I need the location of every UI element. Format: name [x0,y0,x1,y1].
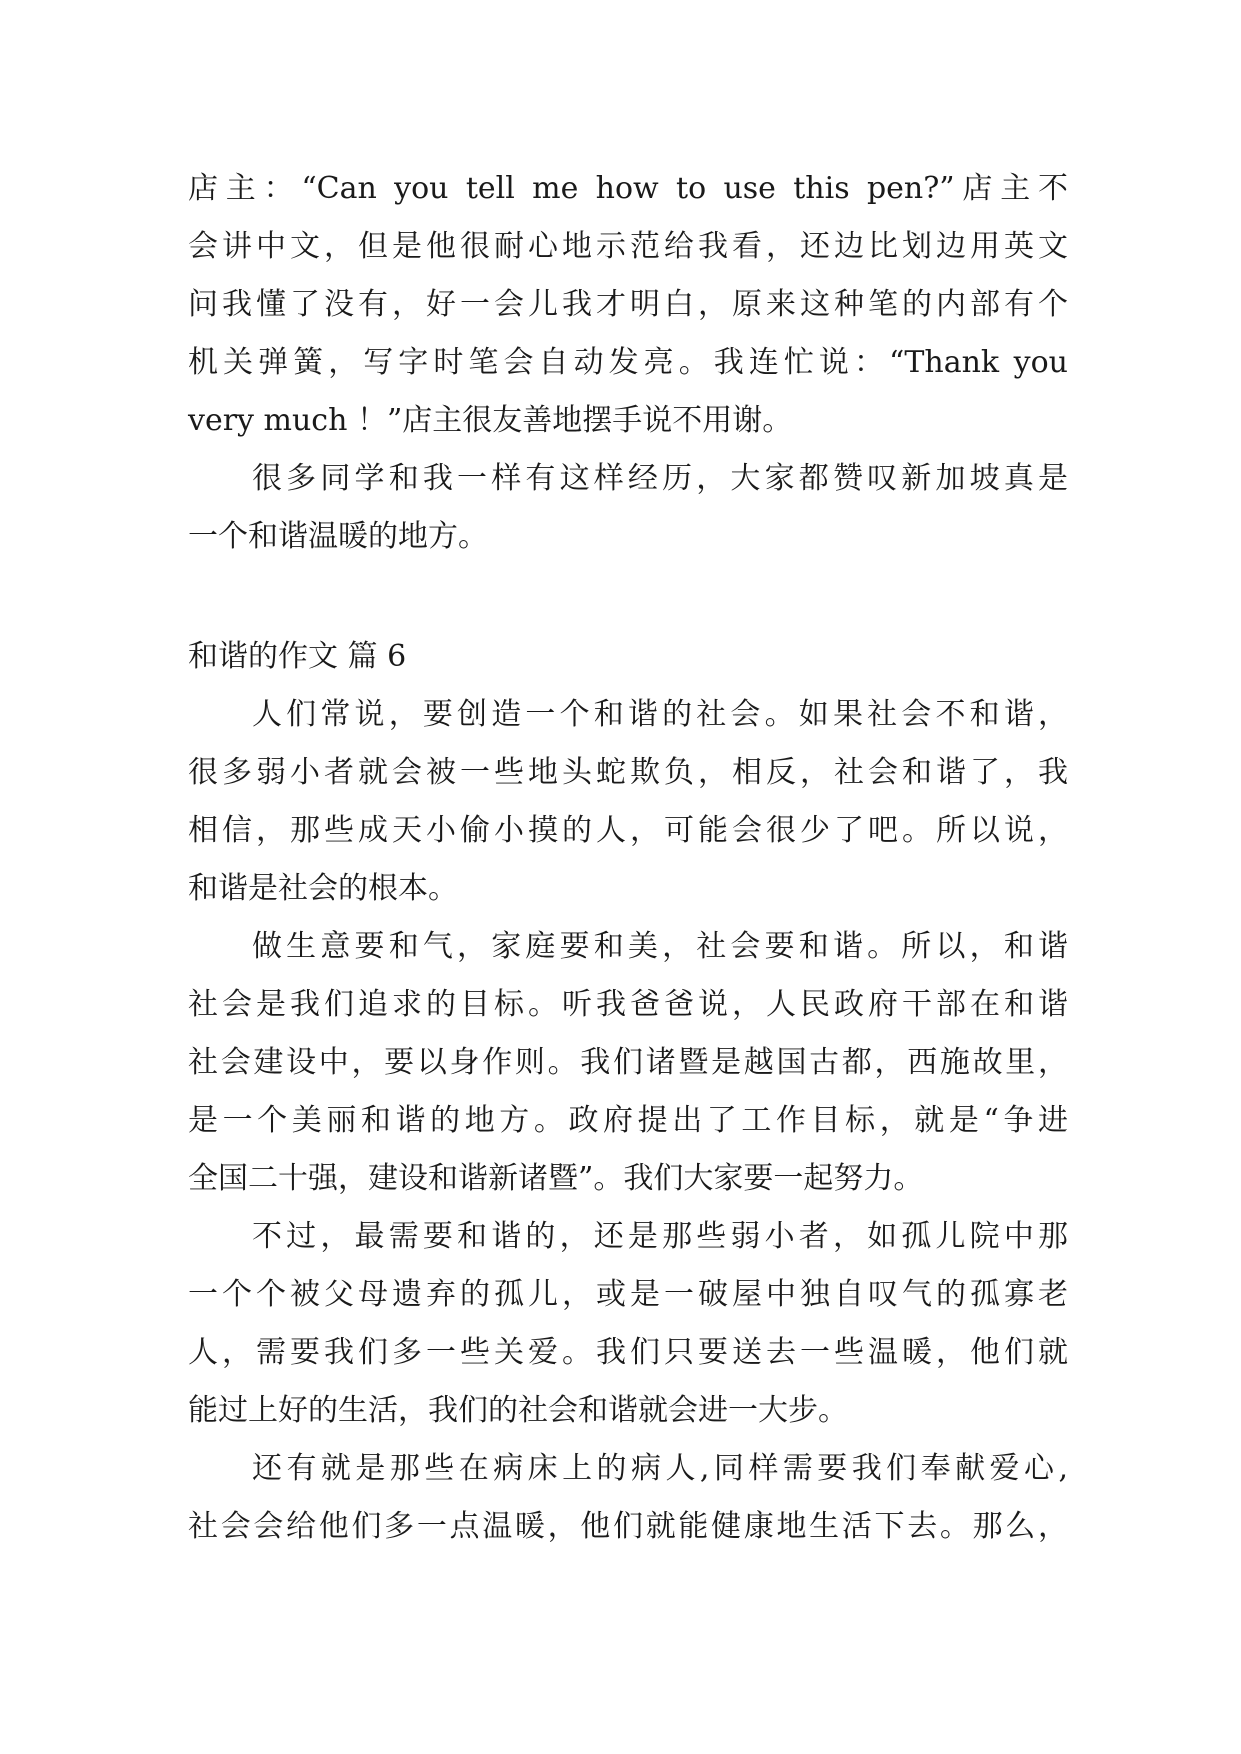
text-line: 社会是我们追求的目标。听我爸爸说，人民政府干部在和谐 [188,987,1068,1022]
paragraph [188,1440,1068,1556]
text-line: 人，需要我们多一些关爱。我们只要送去一些温暖，他们就 [188,1335,1068,1370]
text-line: 能过上好的生活，我们的社会和谐就会进一大步。 [188,1393,848,1428]
text-line: 相信，那些成天小偷小摸的人，可能会很少了吧。所以说， [188,813,1068,848]
text-line: 和谐是社会的根本。 [188,871,458,906]
paragraph [188,1208,1068,1440]
text-line: 很多弱小者就会被一些地头蛇欺负，相反，社会和谐了，我 [188,755,1068,790]
text-line: 还有就是那些在病床上的病人,同样需要我们奉献爱心, [252,1451,1068,1486]
section-spacer [188,566,1068,628]
text-line: 人们常说，要创造一个和谐的社会。如果社会不和谐， [252,697,1068,732]
text-line: 一个和谐温暖的地方。 [188,519,488,554]
text-line: 很多同学和我一样有这样经历，大家都赞叹新加坡真是 [252,461,1068,496]
text-line: 一个个被父母遗弃的孤儿，或是一破屋中独自叹气的孤寡老 [188,1277,1068,1312]
text-line: 不过，最需要和谐的，还是那些弱小者，如孤儿院中那 [252,1219,1068,1254]
paragraph [188,450,1068,566]
text-line: 社会会给他们多一点温暖，他们就能健康地生活下去。那么， [188,1509,1068,1544]
text-line: 会讲中文，但是他很耐心地示范给我看，还边比划边用英文 [188,229,1068,264]
document-body [188,160,1068,1556]
text-line: 机关弹簧，写字时笔会自动发亮。我连忙说：“Thank you [188,345,1068,380]
paragraph [188,160,1068,450]
text-line: 店主：“Can you tell me how to use this pen?”店主不 [188,171,1068,206]
text-line: 全国二十强，建设和谐新诸暨”。我们大家要一起努力。 [188,1161,924,1196]
paragraph [188,686,1068,918]
text-line: 社会建设中，要以身作则。我们诸暨是越国古都，西施故里， [188,1045,1068,1080]
text-line: very much ！”店主很友善地摆手说不用谢。 [188,403,793,438]
text-line: 是一个美丽和谐的地方。政府提出了工作目标，就是“争进 [188,1103,1068,1138]
text-line: 问我懂了没有，好一会儿我才明白，原来这种笔的内部有个 [188,287,1068,322]
section-heading: 和谐的作文 篇 6 [188,639,407,674]
paragraph [188,918,1068,1208]
text-line: 做生意要和气，家庭要和美，社会要和谐。所以，和谐 [252,929,1068,964]
